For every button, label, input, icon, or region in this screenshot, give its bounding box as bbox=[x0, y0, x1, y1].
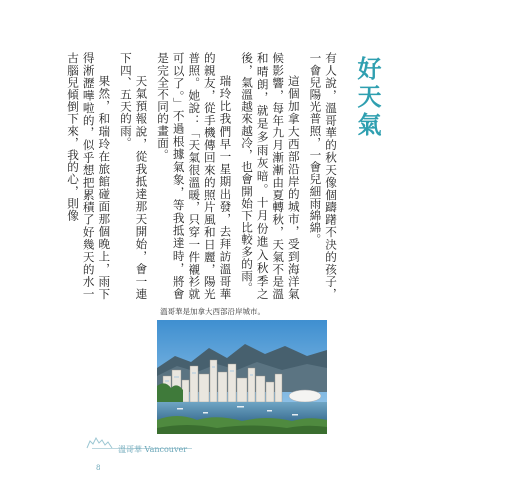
photo-caption: 溫哥華是加拿大西部沿岸城市。 bbox=[160, 307, 265, 316]
page-title: 好天氣 bbox=[353, 56, 382, 140]
paragraph-1: 有人說，溫哥華的秋天像個躊躇不決的孩子，一會兒陽光普照，一會兒細雨綿綿。 bbox=[308, 52, 338, 300]
paragraph-4: 天氣預報說，從我抵達那天開始，會一連下四、五天的雨。 bbox=[118, 52, 149, 300]
body-text bbox=[66, 52, 338, 300]
paragraph-2: 這個加拿大西部沿岸的城市，受到海洋氣候影響，每年九月漸漸由夏轉秋，天氣不是溫和晴朗，就是多雨灰暗。十月份進入秋季之後，氣溫越來越冷，也會開始下比較多的雨。 bbox=[240, 52, 301, 300]
running-footer: 溫哥華 Vancouver bbox=[118, 445, 188, 454]
vancouver-skyline-photo bbox=[157, 320, 327, 434]
page-number: 8 bbox=[96, 464, 101, 472]
paragraph-3: 瑞玲比我們早一星期出發，去拜訪溫哥華的親友，從手機傳回來的照片風和日麗，陽光普照。她說：「天氣很溫暖，只穿一件襯衫就可以了。」不過根據氣象，等我抵達時，將會是完全不同的畫面。 bbox=[156, 52, 233, 300]
paragraph-5: 果然，和瑞玲在旅館碰面那個晚上，雨下得淅瀝嘩啦的，似乎想把累積了好幾天的水一古腦兒傾倒下來，我的心，則像 bbox=[66, 52, 112, 300]
